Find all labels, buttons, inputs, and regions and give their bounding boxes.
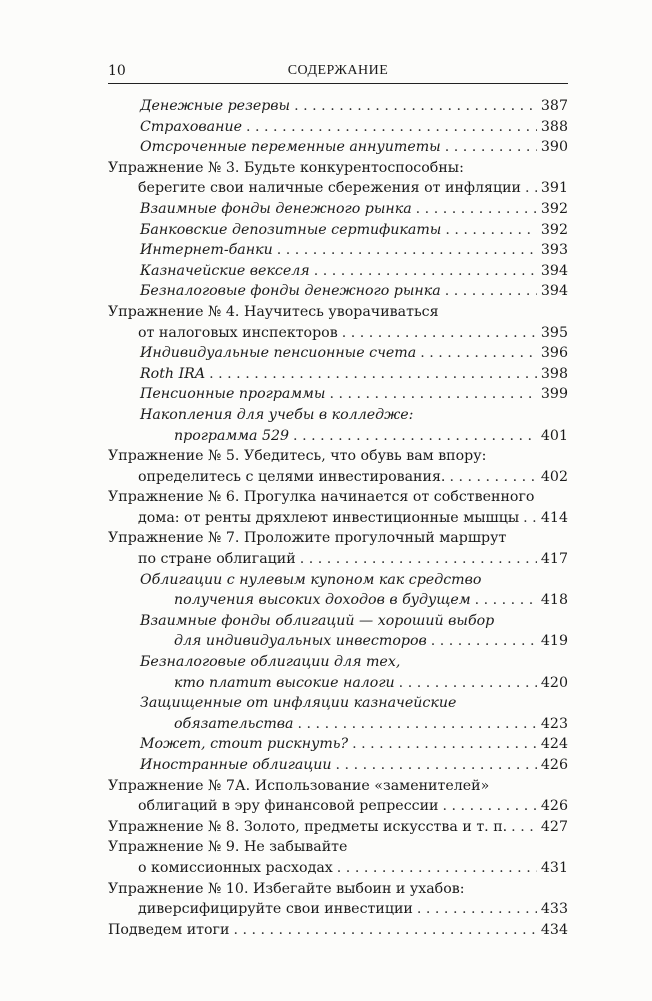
toc-entry-row xyxy=(140,240,568,261)
toc-entry-title-line: получения высоких доходов в будущем xyxy=(174,592,471,609)
dot-leader xyxy=(314,261,537,282)
page-number: 10 xyxy=(108,63,126,79)
toc-page-number: 394 xyxy=(540,283,568,300)
toc-entry xyxy=(108,528,568,569)
dot-leader xyxy=(445,281,537,302)
toc-entry-row xyxy=(140,590,568,611)
toc-entry-title-line: Упражнение № 6. Прогулка начинается от собственного xyxy=(108,489,535,506)
toc-entry xyxy=(108,302,568,343)
toc-entry-title-line: Накопления для учебы в колледже: xyxy=(140,406,414,423)
dot-leader xyxy=(293,426,537,447)
toc-entry xyxy=(108,405,568,446)
dot-leader xyxy=(443,796,537,817)
toc-page-number: 424 xyxy=(540,736,568,753)
dot-leader xyxy=(277,240,537,261)
toc-entry-row xyxy=(140,281,568,302)
toc-entry-row xyxy=(140,755,568,776)
toc-entry xyxy=(108,487,568,528)
toc-page-number: 418 xyxy=(540,592,568,609)
toc-entry-title-line: программа 529 xyxy=(174,427,290,444)
dot-leader xyxy=(523,508,537,529)
dot-leader xyxy=(417,899,537,920)
toc-entry-title-line: Индивидуальные пенсионные счета xyxy=(140,345,417,362)
table-of-contents xyxy=(108,96,568,940)
dot-leader xyxy=(342,323,537,344)
toc-entry xyxy=(108,364,568,385)
toc-entry-title-line: берегите свои наличные сбережения от инфляции xyxy=(138,180,522,197)
toc-entry-title-line: Может, стоит рискнуть? xyxy=(140,736,349,753)
toc-entry-title-line: Подведем итоги xyxy=(108,921,230,938)
dot-leader xyxy=(416,199,537,220)
toc-entry xyxy=(108,776,568,817)
toc-entry-row xyxy=(108,178,568,199)
toc-entry-title-line: Интернет-банки xyxy=(140,242,273,259)
toc-page-number: 388 xyxy=(540,118,568,135)
toc-page-number: 433 xyxy=(540,901,568,918)
toc-entry-title-line: Упражнение № 10. Избегайте выбоин и ухабов: xyxy=(108,880,465,897)
toc-entry-row xyxy=(108,549,568,570)
toc-entry-row xyxy=(108,796,568,817)
dot-leader xyxy=(233,920,536,941)
toc-entry-row xyxy=(108,467,568,488)
toc-entry xyxy=(108,446,568,487)
dot-leader xyxy=(329,384,536,405)
toc-page-number: 392 xyxy=(540,200,568,217)
toc-entry xyxy=(108,837,568,878)
toc-entry-title-line: Упражнение № 4. Научитесь уворачиваться xyxy=(108,303,439,320)
dot-leader xyxy=(300,549,537,570)
toc-entry xyxy=(108,879,568,920)
toc-entry-title-line: кто платит высокие налоги xyxy=(174,674,395,691)
toc-entry-title-line: Банковские депозитные сертификаты xyxy=(140,221,442,238)
dot-leader xyxy=(352,734,537,755)
toc-entry xyxy=(108,734,568,755)
toc-entry xyxy=(108,652,568,693)
toc-entry-row xyxy=(140,364,568,385)
toc-page-number: 431 xyxy=(540,859,568,876)
dot-leader xyxy=(246,117,537,138)
toc-entry-title-line: Иностранные облигации xyxy=(140,757,332,773)
toc-entry-title-line: Упражнение № 5. Убедитесь, что обувь вам впору: xyxy=(108,448,487,465)
toc-entry xyxy=(108,96,568,117)
toc-page-number: 392 xyxy=(540,221,568,238)
toc-entry xyxy=(108,817,568,838)
toc-entry-row xyxy=(140,734,568,755)
dot-leader xyxy=(445,137,537,158)
toc-entry-title-line: по стране облигаций xyxy=(138,551,296,568)
toc-entry xyxy=(108,384,568,405)
toc-entry-title-line: Денежные резервы xyxy=(140,98,291,114)
toc-entry xyxy=(108,755,568,776)
toc-entry-title-line: Безналоговые фонды денежного рынка xyxy=(140,283,441,300)
toc-page-number: 394 xyxy=(540,262,568,279)
running-head xyxy=(108,63,568,84)
toc-entry-title-line: Roth IRA xyxy=(140,365,206,382)
dot-leader xyxy=(337,858,537,879)
toc-page-number: 391 xyxy=(540,180,568,197)
toc-entry-title-line: Упражнение № 8. Золото, предметы искусства и т. п. xyxy=(108,818,508,835)
toc-page-number: 396 xyxy=(540,345,568,362)
toc-entry-row xyxy=(108,899,568,920)
toc-entry-row xyxy=(108,858,568,879)
toc-page-number: 393 xyxy=(540,242,568,259)
toc-entry xyxy=(108,611,568,652)
toc-entry-row xyxy=(140,261,568,282)
toc-entry-row xyxy=(140,384,568,405)
toc-entry-row xyxy=(108,508,568,529)
toc-entry-title-line: Безналоговые облигации для тех, xyxy=(140,654,401,671)
toc-page-number: 402 xyxy=(540,468,568,485)
toc-entry-title-line: Упражнение № 9. Не забывайте xyxy=(108,839,348,856)
toc-entry xyxy=(108,281,568,302)
toc-page-number: 417 xyxy=(540,551,568,568)
dot-leader xyxy=(399,673,537,694)
toc-entry-row xyxy=(140,673,568,694)
dot-leader xyxy=(298,714,537,735)
toc-page-number: 395 xyxy=(540,324,568,341)
toc-entry-row xyxy=(140,220,568,241)
toc-entry xyxy=(108,117,568,138)
toc-entry-title-line: облигаций в эру финансовой репрессии xyxy=(138,798,439,815)
toc-entry xyxy=(108,199,568,220)
toc-entry-title-line: о комиссионных расходах xyxy=(138,859,333,876)
toc-entry-row xyxy=(108,920,568,941)
toc-entry-title-line: Облигации с нулевым купоном как средство xyxy=(140,571,482,588)
toc-entry xyxy=(108,920,568,941)
toc-entry-title-line: Страхование xyxy=(140,118,242,135)
toc-entry-row xyxy=(108,817,568,838)
toc-entry-row xyxy=(140,199,568,220)
toc-entry xyxy=(108,343,568,364)
dot-leader xyxy=(475,590,537,611)
toc-entry xyxy=(108,693,568,734)
toc-entry-title-line: от налоговых инспекторов xyxy=(138,324,338,341)
toc-entry-title-line: Упражнение № 3. Будьте конкурентоспособны: xyxy=(108,159,464,176)
toc-entry-title-line: Упражнение № 7. Проложите прогулочный маршрут xyxy=(108,530,507,547)
toc-entry-title-line: для индивидуальных инвесторов xyxy=(174,633,427,650)
toc-entry-title-line: дома: от ренты дряхлеют инвестиционные мышцы xyxy=(138,509,520,526)
dot-leader xyxy=(525,178,537,199)
toc-page-number: 399 xyxy=(540,386,568,403)
toc-entry-title-line: Пенсионные программы xyxy=(140,386,326,403)
toc-entry-row xyxy=(140,96,568,117)
dot-leader xyxy=(294,96,537,117)
toc-page-number: 423 xyxy=(540,715,568,732)
dot-leader xyxy=(449,467,536,488)
toc-entry-row xyxy=(140,343,568,364)
dot-leader xyxy=(420,343,537,364)
toc-entry-title-line: диверсифицируйте свои инвестиции xyxy=(138,901,413,918)
toc-entry-row xyxy=(140,117,568,138)
dot-leader xyxy=(445,220,537,241)
dot-leader xyxy=(511,817,537,838)
toc-entry xyxy=(108,570,568,611)
toc-entry xyxy=(108,240,568,261)
toc-page-number: 419 xyxy=(540,633,568,650)
toc-entry-title-line: определитесь с целями инвестирования. xyxy=(138,468,446,485)
dot-leader xyxy=(431,631,537,652)
toc-page-number: 426 xyxy=(540,757,568,773)
toc-page-number: 401 xyxy=(540,427,568,444)
toc-page-number: 387 xyxy=(540,98,568,114)
toc-page-number: 398 xyxy=(540,365,568,382)
toc-entry-title-line: Защищенные от инфляции казначейские xyxy=(140,695,457,712)
toc-entry xyxy=(108,261,568,282)
dot-leader xyxy=(209,364,537,385)
toc-entry-row xyxy=(140,426,568,447)
toc-page-number: 426 xyxy=(540,798,568,815)
toc-entry xyxy=(108,137,568,158)
toc-entry xyxy=(108,158,568,199)
toc-entry-title-line: Взаимные фонды денежного рынка xyxy=(140,200,412,217)
toc-entry-row xyxy=(140,137,568,158)
toc-page-number: 390 xyxy=(540,139,568,156)
toc-entry-title-line: Взаимные фонды облигаций — хороший выбор xyxy=(140,612,495,629)
toc-entry-title-line: Казначейские векселя xyxy=(140,262,310,279)
toc-entry-title-line: обязательства xyxy=(174,715,294,732)
toc-entry-row xyxy=(140,714,568,735)
toc-page-number: 434 xyxy=(540,921,568,938)
toc-entry-row xyxy=(108,323,568,344)
toc-entry-row xyxy=(140,631,568,652)
toc-entry-title-line: Отсроченные переменные аннуитеты xyxy=(140,139,441,156)
toc-page-number: 427 xyxy=(540,818,568,835)
section-title: СОДЕРЖАНИЕ xyxy=(287,63,389,78)
toc-entry xyxy=(108,220,568,241)
toc-entry-title-line: Упражнение № 7А. Использование «заменителей» xyxy=(108,777,490,794)
dot-leader xyxy=(336,755,537,776)
toc-page-number: 414 xyxy=(540,509,568,526)
toc-page-number: 420 xyxy=(540,674,568,691)
